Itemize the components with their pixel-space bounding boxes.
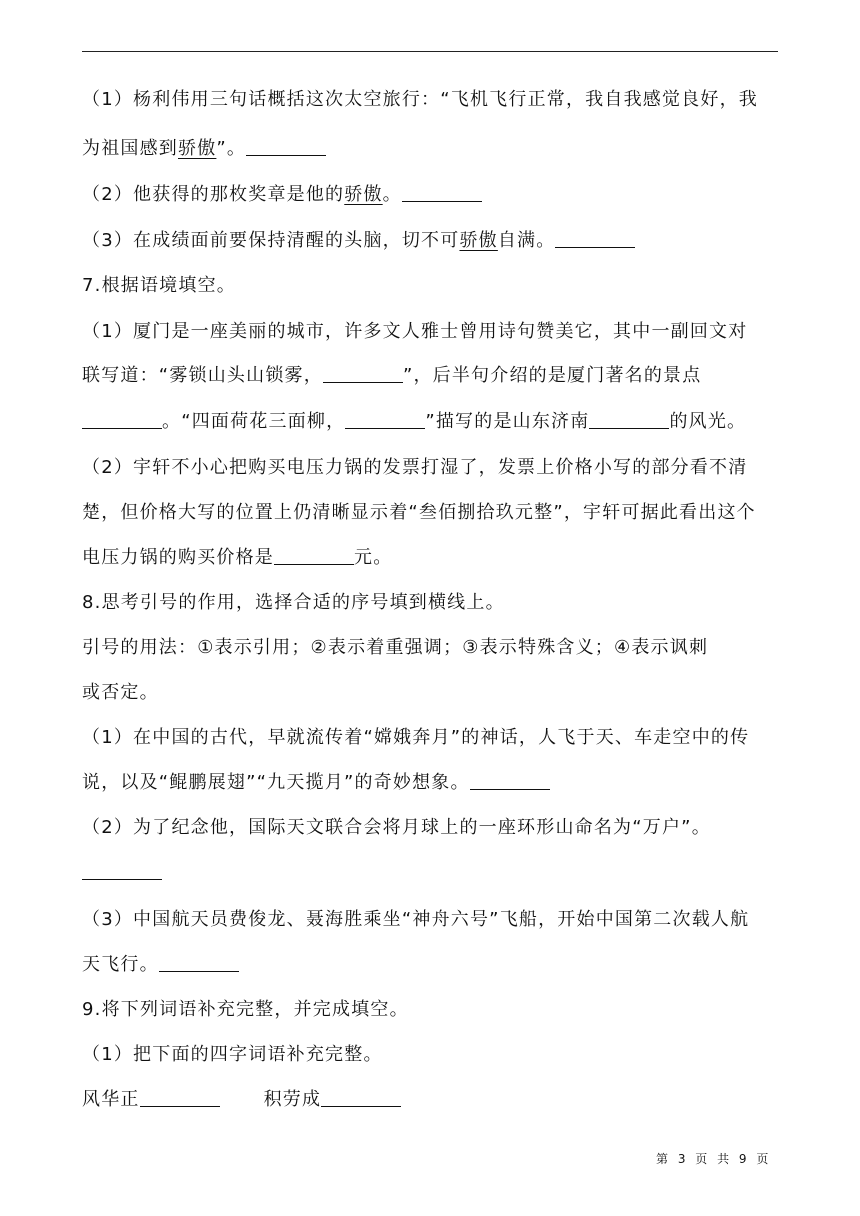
answer-blank — [140, 1088, 220, 1107]
answer-blank — [159, 953, 239, 972]
answer-blank — [274, 546, 354, 565]
q9-item1: （1）把下面的四字词语补充完整。 — [82, 1044, 383, 1065]
answer-blank — [82, 861, 162, 880]
q8-usage-line2: 或否定。 — [82, 682, 159, 703]
q9-words: 风华正 积劳成 — [82, 1086, 401, 1114]
header-rule — [82, 51, 778, 52]
q6-item3: （3）在成绩面前要保持清醒的头脑，切不可骄傲自满。 — [82, 227, 635, 255]
q7-title: 7.根据语境填空。 — [82, 275, 236, 296]
q8-item3-line1: （3）中国航天员费俊龙、聂海胜乘坐“神舟六号”飞船，开始中国第二次载人航 — [82, 909, 750, 930]
answer-blank — [323, 364, 403, 383]
q7-line6: 电压力锅的购买价格是 元。 — [82, 547, 393, 568]
q6-item1-line1: （1）杨利伟用三句话概括这次太空旅行：“飞机飞行正常，我自我感觉良好，我 — [82, 89, 758, 110]
answer-blank — [345, 410, 425, 429]
page-number: 第 3 页 共 9 页 — [656, 1152, 772, 1166]
q8-usage-line1: 引号的用法：①表示引用；②表示着重强调；③表示特殊含义；④表示讽刺 — [82, 637, 709, 658]
underlined-word: 骄傲 — [344, 184, 383, 205]
q9-title: 9.将下列词语补充完整，并完成填空。 — [82, 999, 409, 1020]
answer-blank — [82, 410, 162, 429]
q8-item2-blank-line — [82, 859, 162, 887]
q8-item2: （2）为了纪念他，国际天文联合会将月球上的一座环形山命名为“万户”。 — [82, 817, 711, 838]
q8-item1-line1: （1）在中国的古代，早就流传着“嫦娥奔月”的神话，人飞于天、车走空中的传 — [82, 727, 750, 748]
underlined-word: 骄傲 — [459, 230, 498, 251]
q7-line3: 。“四面荷花三面柳， ”描写的是山东济南 的风光。 — [82, 408, 746, 436]
q7-line5: 楚，但价格大写的位置上仍清晰显示着“叁佰捌拾玖元整”，宇轩可据此看出这个 — [82, 502, 756, 523]
q7-line2: 联写道：“雾锁山头山锁雾， ”，后半句介绍的是厦门著名的景点 — [82, 365, 702, 386]
q7-line1: （1）厦门是一座美丽的城市，许多文人雅士曾用诗句赞美它，其中一副回文对 — [82, 321, 748, 342]
answer-blank — [321, 1088, 401, 1107]
q6-item1-line2: 为祖国感到骄傲”。 — [82, 135, 326, 163]
answer-blank — [246, 137, 326, 156]
q8-item3-line2: 天飞行。 — [82, 951, 239, 979]
answer-blank — [589, 410, 669, 429]
q8-title: 8.思考引号的作用，选择合适的序号填到横线上。 — [82, 592, 505, 613]
q6-item2: （2）他获得的那枚奖章是他的骄傲。 — [82, 181, 482, 209]
q8-item1-line2: 说，以及“鲲鹏展翅”“九天揽月”的奇妙想象。 — [82, 769, 550, 797]
q7-line4: （2）宇轩不小心把购买电压力锅的发票打湿了，发票上价格小写的部分看不清 — [82, 457, 748, 478]
answer-blank — [470, 771, 550, 790]
underlined-word: 骄傲 — [178, 138, 217, 159]
answer-blank — [555, 229, 635, 248]
answer-blank — [402, 183, 482, 202]
